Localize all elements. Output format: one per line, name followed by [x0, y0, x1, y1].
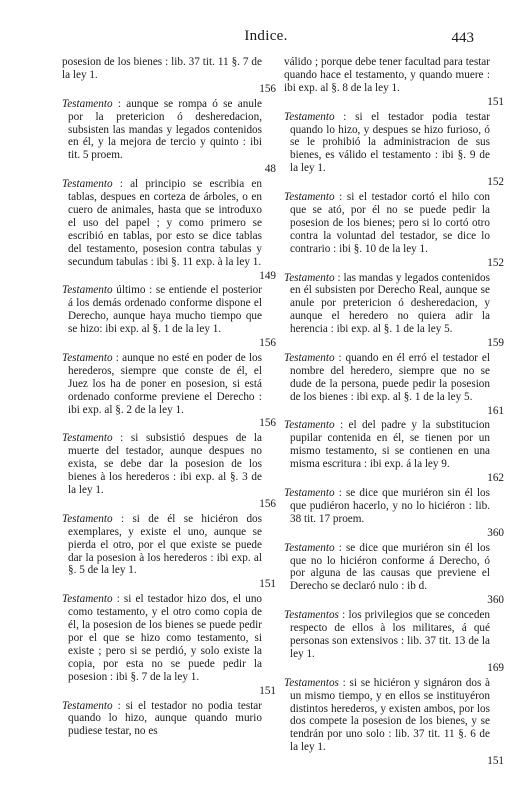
entry-headword: Testamento	[62, 512, 113, 525]
index-entry	[284, 676, 504, 768]
entry-text: : las mandas y legados contenidos en él subsisten por Derecho Real, aunque se anule por pretericion ó desheredacion, y aunque el heredero no quiera adir la herencia : ibi exp. al §. 1 de la ley 5.	[290, 271, 491, 336]
entry-page-ref: 159	[487, 337, 504, 350]
entry-page-ref: 151	[487, 95, 504, 108]
index-entry	[284, 271, 504, 350]
entry-text: : se dice que muriéron sin él los que no lo hiciéron conforme á Derecho, ó por alguna de las causas que previene el Derecho se declaró nulo : ib d.	[290, 541, 490, 593]
entry-headword: Testamento	[284, 271, 335, 284]
entry-page-ref: 156	[259, 417, 276, 430]
entry-page-ref: 152	[487, 176, 504, 189]
entry-headword: Testamento	[62, 284, 113, 297]
entry-page-ref: 169	[487, 661, 504, 674]
page-header	[0, 28, 532, 52]
entry-page-ref: 151	[259, 684, 276, 697]
index-entry	[62, 512, 276, 591]
index-entry	[62, 284, 276, 350]
entry-text: : si el testador podia testar quando lo hizo, y despues se hizo furioso, ó se le prohibió la administracion de sus bienes, es válido el testamento : ibi §. 9 de la ley 1.	[290, 110, 491, 175]
entry-text: : si el testador hizo dos, el uno como testamento, y el otro como copia de él, la posesion de los bienes se puede pedir por el que se hizo como testamento, si existe ; pero si se perdió, y solo existe la copia, por esta no se puede pedir la posesion : ibi §. 7 de la ley 1.	[68, 593, 263, 683]
index-entry	[284, 541, 504, 608]
running-head: Indice.	[244, 28, 288, 44]
entry-text: : si el testador cortó el hilo con que se ató, por él no se puede pedir la posesion de los bienes; pero si lo cortó otro contra la voluntad del testador, se dice lo contrario : ibi §. 10 de la ley 1.	[290, 191, 490, 255]
right-column	[284, 56, 504, 770]
entry-text: : quando en él erró el testador el nombre del heredero, siempre que no se dude de la persona, puede pedir la posesion de los bienes : ibi exp. al §. 1 de la ley 5.	[290, 351, 491, 403]
entry-page-ref: 151	[259, 578, 276, 591]
entry-page-ref: 360	[487, 526, 504, 539]
entry-text: válido ; porque debe tener facultad para testar quando hace el testamento, y quando muere : ibi exp. al §. 8 de la ley 1.	[284, 56, 490, 94]
entry-text: : aunque se rompa ó se anule por la pretericion ó desheredacion, subsisten las mandas y legados contenidos en él, y la mejora de tercio y quinto : ibi tit. 5 proem.	[68, 97, 262, 162]
index-entry	[62, 593, 276, 697]
entry-page-ref: 161	[487, 404, 504, 417]
entry-text: : si el testador no podia testar quando lo hizo, aunque quando murio pudiese testar, no es	[68, 699, 262, 738]
entry-text: : se dice que muriéron sin él los que pudiéron hacerlo, y no lo hiciéron : lib. 38 tit. 17 proem.	[290, 487, 490, 525]
entry-headword: Testamento	[62, 351, 113, 364]
entry-text: : al principio se escribia en tablas, despues en corteza de árboles, o en cuero de animales, hasta que se introduxo el uso del papel ; y como primero se escribió en tablas, por esto se dice tablas del testamento, posesion contra tabulas y secundum tabulas : ibi §. 11 exp. à la ley 1.	[68, 178, 262, 268]
entry-headword: Testamentos	[284, 609, 339, 622]
entry-spacer	[62, 738, 262, 740]
entry-page-ref: 360	[487, 594, 504, 607]
index-entry	[284, 191, 504, 269]
entry-spacer	[284, 768, 490, 770]
entry-text: : el del padre y la substitucion pupilar contenida en él, se tienen por un mismo testamento, si se contienen en una misma escritura : ibi exp. á la ley 9.	[290, 419, 491, 471]
entry-page-ref: 48	[264, 163, 276, 176]
entry-page-ref: 162	[487, 472, 504, 485]
entry-headword: Testamento	[284, 541, 335, 554]
entry-page-ref: 151	[487, 755, 504, 768]
entry-page-ref: 149	[259, 269, 276, 282]
index-entry	[62, 351, 276, 430]
entry-headword: Testamento	[284, 419, 335, 432]
index-entry	[62, 97, 276, 176]
entry-page-ref: 156	[259, 497, 276, 510]
index-entry	[284, 419, 504, 485]
entry-headword: Testamento	[62, 593, 113, 606]
entry-headword: Testamento	[284, 351, 335, 364]
index-entry	[284, 609, 504, 675]
entry-text: : aunque no esté en poder de los herederos, siempre que conste de él, el Juez los ha de poner en posesion, si está ordenado conforme previene el Derecho : ibi exp. al §. 2 de la ley 1.	[68, 351, 262, 416]
entry-headword: Testamento	[284, 110, 335, 123]
entry-page-ref: 156	[259, 82, 276, 95]
index-entry	[284, 487, 504, 540]
left-column	[62, 56, 276, 740]
entry-text: : los privilegios que se conceden respecto de ellos à los militares, á qué personas son extensivos : lib. 37 tit. 13 de la ley 1.	[290, 609, 491, 660]
entry-text: : si subsistió despues de la muerte del testador, aunque despues no exista, se debe dar la posesion de los bienes à los herederos : ibi exp. al §. 3 de la ley 1.	[68, 432, 262, 496]
entry-headword: Testamentos	[284, 676, 339, 689]
entry-headword: Testamento	[284, 191, 335, 204]
index-entry	[284, 110, 504, 189]
page-number: 443	[451, 30, 474, 46]
index-entry	[62, 700, 262, 739]
index-entry	[62, 56, 276, 96]
entry-headword: Testamento	[62, 699, 113, 712]
index-entry	[62, 178, 276, 282]
entry-headword: Testamento	[62, 178, 113, 191]
index-entry	[284, 56, 504, 109]
entry-page-ref: 152	[487, 256, 504, 269]
entry-text: posesion de los bienes : lib. 37 tit. 11 §. 7 de la ley 1.	[62, 56, 262, 81]
entry-headword: Testamento	[62, 97, 113, 110]
entry-text: : si se hiciéron y signáron dos à un mismo tiempo, y en ellos se instituyéron distintos herederos, y existen ambos, por los dos compete la posesion de los bienes, y se tendrán por uno solo : lib. 37 tit. 11 §. 6 de la ley 1.	[290, 676, 490, 754]
entry-page-ref: 156	[259, 337, 276, 350]
entry-headword: Testamento	[62, 432, 113, 445]
entry-text: último : se entiende el posterior á los demás ordenado conforme dispone el Derecho, aunque haya mucho tiempo que se hizo: ibi exp. al §. 1 de la ley 1.	[68, 284, 263, 336]
index-entry	[62, 432, 276, 510]
entry-headword: Testamento	[284, 487, 335, 499]
entry-text: : si de él se hiciéron dos exemplares, y existe el uno, aunque se pierda el otro, por el que existe se puede dar la posesion à los herederos : ibi exp. al §. 5 de la ley 1.	[68, 512, 263, 577]
index-entry	[284, 351, 504, 418]
